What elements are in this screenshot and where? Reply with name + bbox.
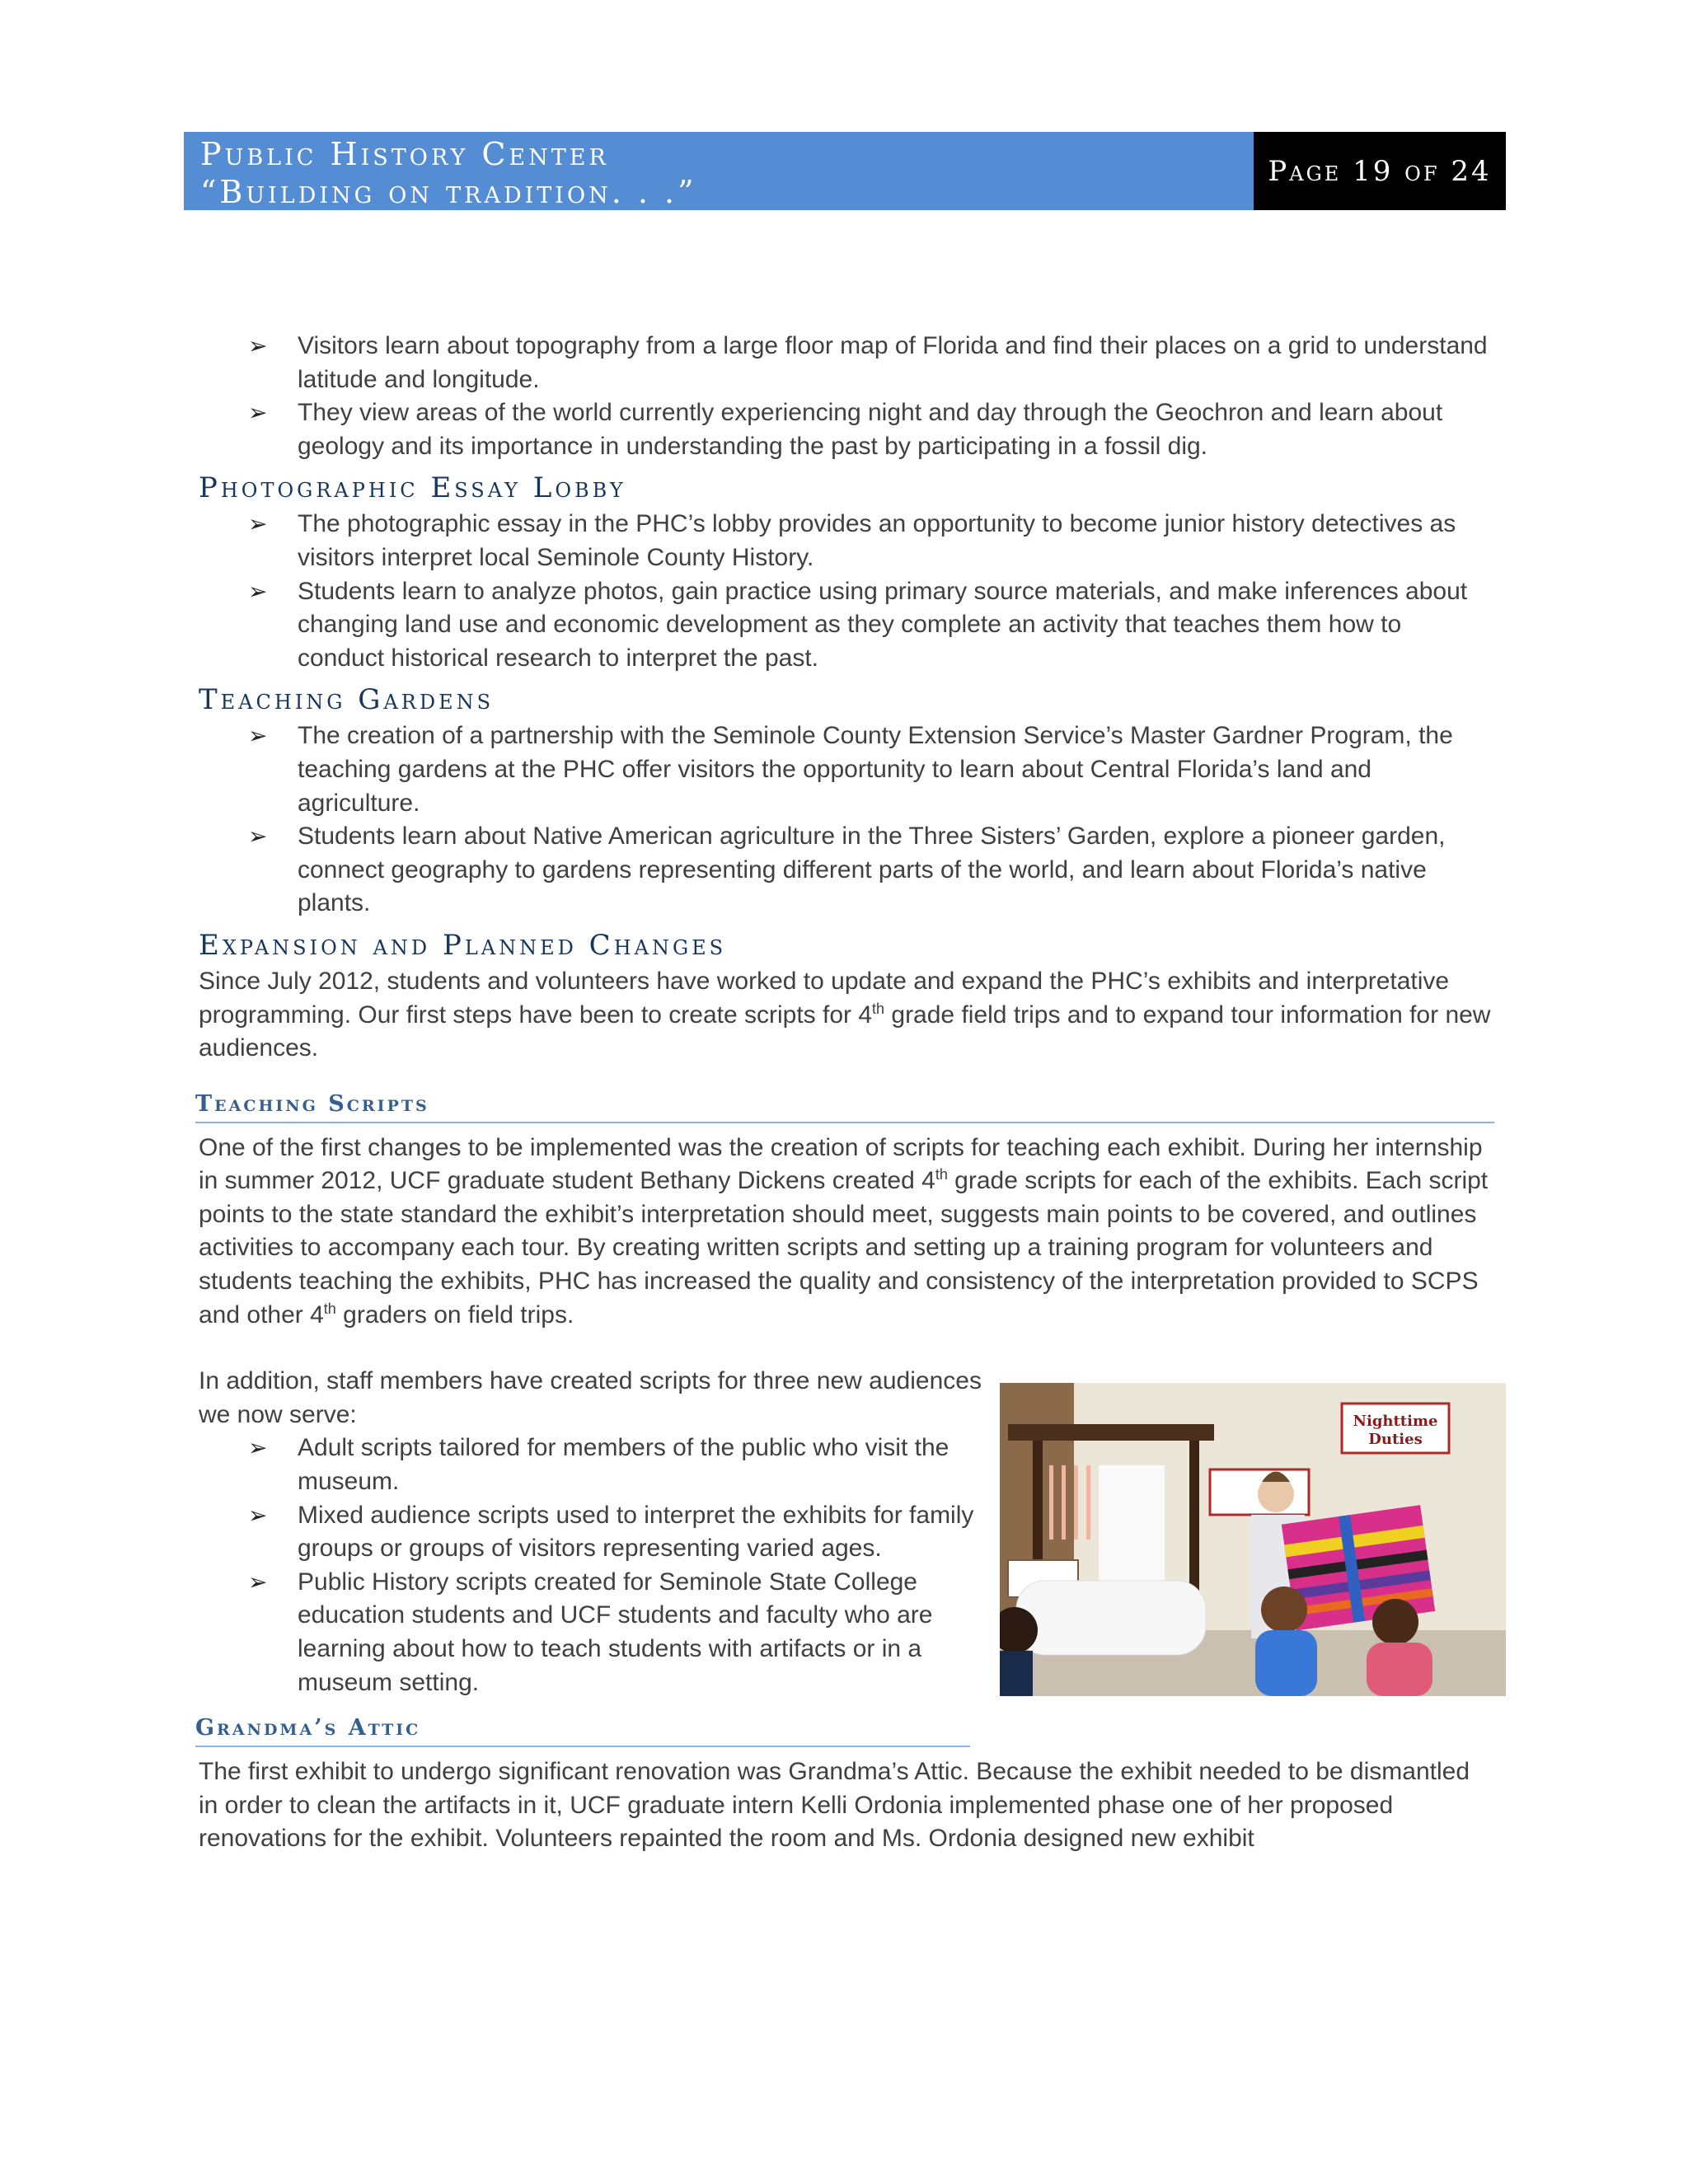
list-item: ➢ Visitors learn about topography from a large floor map of Florida and find their places on a grid to understand latitude and longitude. [298,330,1494,396]
arrow-bullet-icon: ➢ [248,723,268,749]
sign-text-line1: Nighttime [1353,1413,1438,1431]
list-item: ➢ They view areas of the world currently experiencing night and day through the Geochron and learn about geology and its importance in understanding the past by participating in a fossil dig. [298,396,1494,463]
intro-bullet-list [199,330,1494,463]
audience-bullet-list [199,1432,990,1699]
section-heading-photographic-essay: Photographic Essay Lobby [199,471,626,505]
list-item: ➢ Public History scripts created for Seminole State College education students and UCF students and faculty who are learning about how to teach students with artifacts or in a museum setting. [298,1566,990,1699]
list-item: ➢ Mixed audience scripts used to interpret the exhibits for family groups or groups of visitors representing varied ages. [298,1499,990,1566]
page-number: Page 19 of 24 [1254,132,1506,210]
arrow-bullet-icon: ➢ [248,578,268,604]
header-subtitle: “Building on tradition. . .” [200,174,697,210]
header-title-block [184,132,1254,210]
list-item: ➢ The creation of a partnership with the Seminole County Extension Service’s Master Gardner Program, the teaching gardens at the PHC offer visitors the opportunity to learn about Central Florida’s land and agriculture. [298,719,1494,820]
arrow-bullet-icon: ➢ [248,1568,268,1595]
list-item: ➢ Students learn to analyze photos, gain practice using primary source materials, and make inferences about changing land use and economic development as they complete an activity that teaches them how to conduct historical research to interpret the past. [298,575,1494,676]
arrow-bullet-icon: ➢ [248,823,268,850]
museum-photo [1000,1383,1506,1696]
document-body [195,330,1494,1856]
scripts-audiences-block [199,1365,1494,1699]
page-header [184,132,1506,210]
arrow-bullet-icon: ➢ [248,400,268,426]
arrow-bullet-icon: ➢ [248,1502,268,1528]
section-heading-teaching-gardens: Teaching Gardens [199,683,495,717]
list-item: ➢ The photographic essay in the PHC’s lobby provides an opportunity to become junior history detectives as visitors interpret local Seminole County History. [298,508,1494,574]
audiences-intro: In addition, staff members have created scripts for three new audiences we now serve: [199,1367,982,1428]
sign-text-line2: Duties [1368,1431,1423,1449]
gardens-bullet-list [199,719,1494,921]
subsection-heading-grandmas-attic: Grandma’s Attic [195,1714,970,1747]
scripts-paragraph: One of the first changes to be implemented was the creation of scripts for teaching each exhibit. During her internship in summer 2012, UCF graduate student Bethany Dickens created 4th grade scripts for each of the exhibits. Each script points to the state standard the exhibit’s interpretation should meet, suggests main points to be covered, and outlines activities to accompany each tour. By creating written scripts and setting up a training program for volunteers and students teaching the exhibits, PHC has increased the quality and consistency of the interpretation provided to SCPS and other 4th graders on field trips. [199,1133,1489,1329]
list-item: ➢ Adult scripts tailored for members of the public who visit the museum. [298,1432,990,1498]
arrow-bullet-icon: ➢ [248,511,268,537]
header-title: Public History Center [200,136,609,172]
expansion-paragraph: Since July 2012, students and volunteers have worked to update and expand the PHC’s exhibits and interpretative programming. Our first steps have been to create scripts for 4th grade field trips and to expand tour information for new audiences. [199,967,1491,1062]
attic-paragraph: The first exhibit to undergo significant renovation was Grandma’s Attic. Because the exhibit needed to be dismantled in order to clean the artifacts in it, UCF graduate intern Kelli Ordonia implemented phase one of her proposed renovations for the exhibit. Volunteers repainted the room and Ms. Ordonia designed new exhibit [199,1758,1470,1853]
arrow-bullet-icon: ➢ [248,333,268,359]
subsection-heading-teaching-scripts: Teaching Scripts [195,1090,1494,1123]
arrow-bullet-icon: ➢ [248,1435,268,1461]
photo-lobby-bullet-list [199,508,1494,675]
list-item: ➢ Students learn about Native American agriculture in the Three Sisters’ Garden, explore a pioneer garden, connect geography to gardens representing different parts of the world, and learn about Florida’s native plants. [298,820,1494,921]
section-heading-expansion: Expansion and Planned Changes [199,928,727,962]
